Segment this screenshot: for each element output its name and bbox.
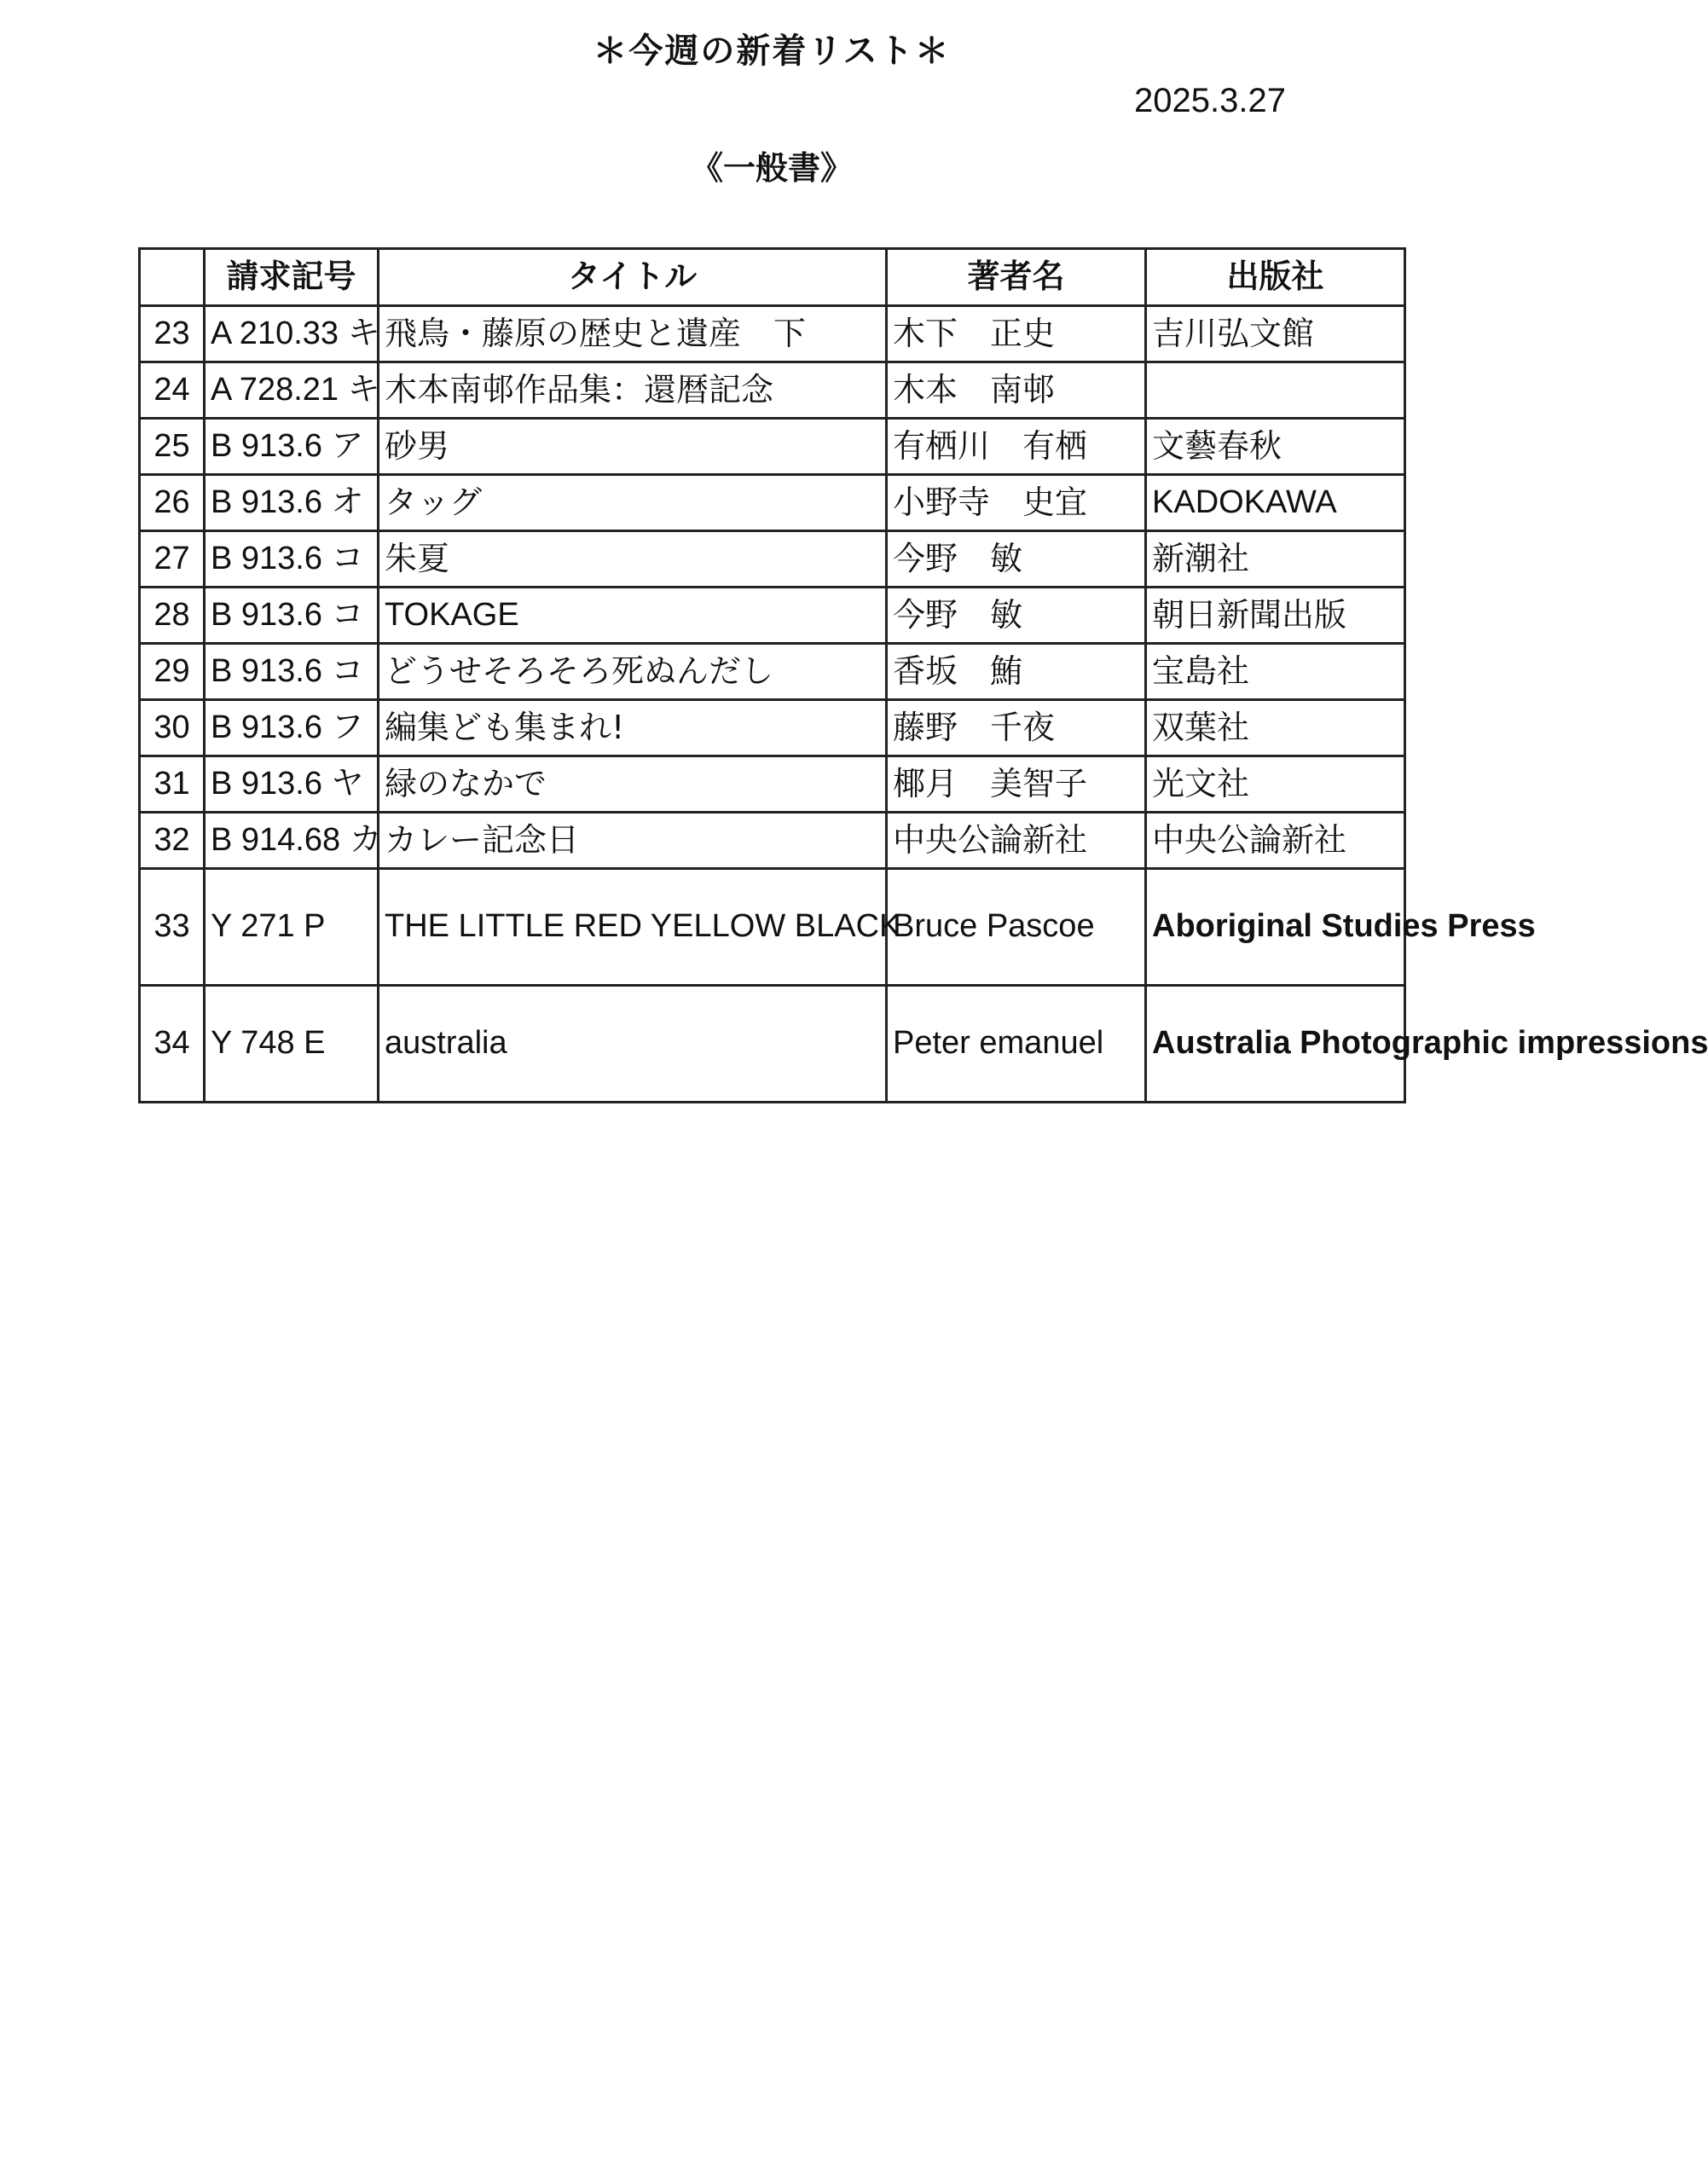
- publisher: 吉川弘文館: [1146, 306, 1405, 362]
- author: 中央公論新社: [887, 813, 1146, 869]
- book-title: THE LITTLE RED YELLOW BLACK: [379, 869, 887, 986]
- call-number: B 913.6 ア: [205, 419, 379, 475]
- row-number: 27: [140, 531, 205, 588]
- call-number: B 914.68 カ: [205, 813, 379, 869]
- author: 藤野 千夜: [887, 700, 1146, 756]
- publisher: Australia Photographic impressions: [1146, 986, 1405, 1103]
- publisher: [1146, 362, 1405, 419]
- row-number: 24: [140, 362, 205, 419]
- author: 木下 正史: [887, 306, 1146, 362]
- author: 今野 敏: [887, 588, 1146, 644]
- book-title: タッグ: [379, 475, 887, 531]
- publisher: 朝日新聞出版: [1146, 588, 1405, 644]
- row-number: 26: [140, 475, 205, 531]
- call-number: B 913.6 フ: [205, 700, 379, 756]
- publisher: 新潮社: [1146, 531, 1405, 588]
- publisher: 中央公論新社: [1146, 813, 1405, 869]
- author: 小野寺 史宜: [887, 475, 1146, 531]
- call-number: B 913.6 オ: [205, 475, 379, 531]
- row-number: 23: [140, 306, 205, 362]
- book-title: 砂男: [379, 419, 887, 475]
- table-row: [140, 362, 1405, 419]
- author: 椰月 美智子: [887, 756, 1146, 813]
- publisher: 光文社: [1146, 756, 1405, 813]
- table-row: [140, 644, 1405, 700]
- row-number: 28: [140, 588, 205, 644]
- new-arrivals-table: [138, 247, 1708, 1103]
- author: Peter emanuel: [887, 986, 1146, 1103]
- publisher: 宝島社: [1146, 644, 1405, 700]
- call-number: A 728.21 キ: [205, 362, 379, 419]
- author: 有栖川 有栖: [887, 419, 1146, 475]
- row-number: 32: [140, 813, 205, 869]
- book-title: 朱夏: [379, 531, 887, 588]
- row-number: 34: [140, 986, 205, 1103]
- header-call-number: 請求記号: [205, 249, 379, 306]
- table-row: [140, 475, 1405, 531]
- publisher: Aboriginal Studies Press: [1146, 869, 1405, 986]
- table-row: [140, 531, 1405, 588]
- table-row: [140, 869, 1405, 986]
- header-author: 著者名: [887, 249, 1146, 306]
- category-heading: 《一般書》: [690, 149, 853, 187]
- call-number: Y 748 E: [205, 986, 379, 1103]
- call-number: B 913.6 コ: [205, 531, 379, 588]
- row-number: 29: [140, 644, 205, 700]
- list-date: 2025.3.27: [1134, 82, 1286, 119]
- publisher: 文藝春秋: [1146, 419, 1405, 475]
- header-title: タイトル: [379, 249, 887, 306]
- book-title: カレー記念日: [379, 813, 887, 869]
- table-row: [140, 306, 1405, 362]
- header-publisher: 出版社: [1146, 249, 1405, 306]
- page-title: ＊今週の新着リスト＊: [593, 32, 951, 71]
- author: 木本 南邨: [887, 362, 1146, 419]
- table-row: [140, 813, 1405, 869]
- table-row: [140, 756, 1405, 813]
- book-title: 編集ども集まれ!: [379, 700, 887, 756]
- author: 今野 敏: [887, 531, 1146, 588]
- header-number: [140, 249, 205, 306]
- author: 香坂 鮪: [887, 644, 1146, 700]
- call-number: A 210.33 キ: [205, 306, 379, 362]
- call-number: B 913.6 コ: [205, 644, 379, 700]
- row-number: 33: [140, 869, 205, 986]
- author: Bruce Pascoe: [887, 869, 1146, 986]
- row-number: 25: [140, 419, 205, 475]
- book-title: TOKAGE: [379, 588, 887, 644]
- publisher: KADOKAWA: [1146, 475, 1405, 531]
- call-number: B 913.6 ヤ: [205, 756, 379, 813]
- call-number: Y 271 P: [205, 869, 379, 986]
- publisher: 双葉社: [1146, 700, 1405, 756]
- call-number: B 913.6 コ: [205, 588, 379, 644]
- row-number: 31: [140, 756, 205, 813]
- book-title: どうせそろそろ死ぬんだし: [379, 644, 887, 700]
- table-row: [140, 986, 1405, 1103]
- table-row: [140, 419, 1405, 475]
- book-title: 緑のなかで: [379, 756, 887, 813]
- table-row: [140, 700, 1405, 756]
- book-title: australia: [379, 986, 887, 1103]
- table-row: [140, 588, 1405, 644]
- table-header-row: [140, 249, 1405, 306]
- book-title: 木本南邨作品集：還暦記念: [379, 362, 887, 419]
- row-number: 30: [140, 700, 205, 756]
- book-title: 飛鳥・藤原の歴史と遺産 下: [379, 306, 887, 362]
